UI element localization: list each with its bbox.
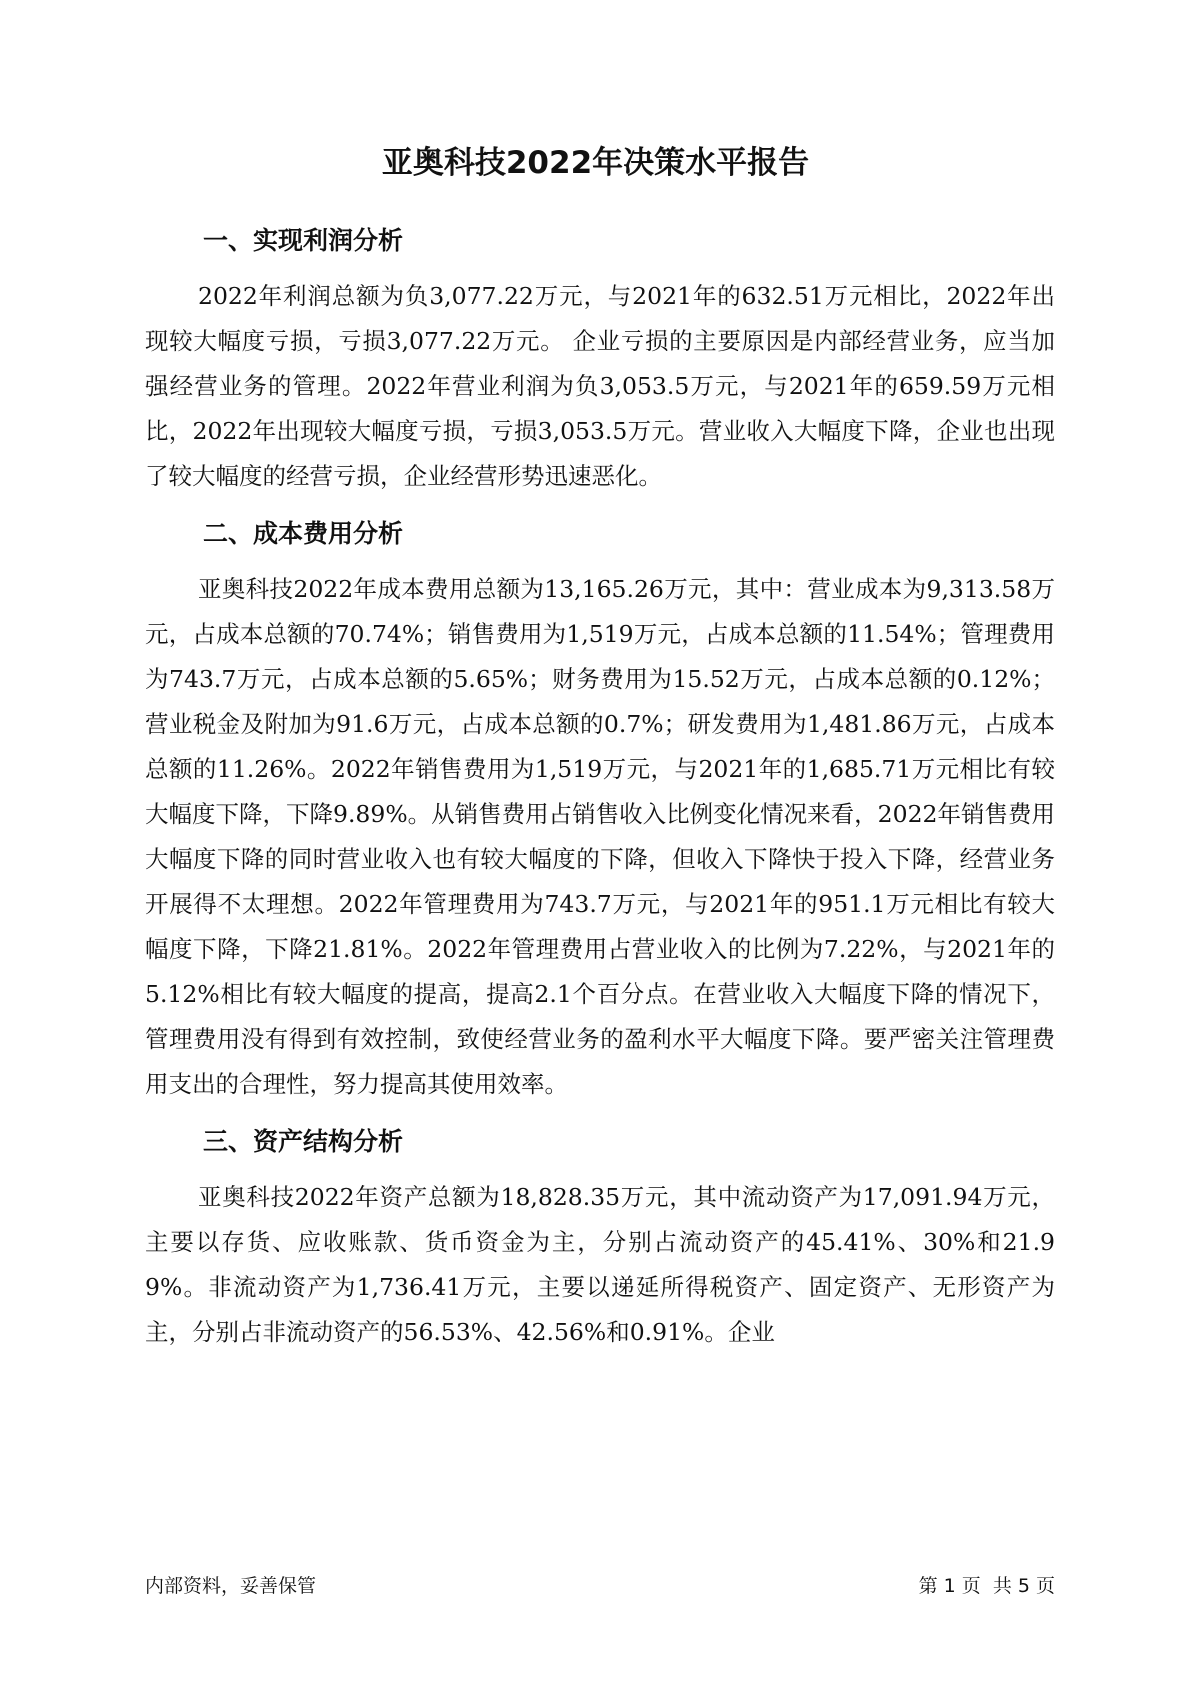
- section-paragraph: 2022年利润总额为负3,077.22万元，与2021年的632.51万元相比，2022年出现较大幅度亏损，亏损3,077.22万元。 企业亏损的主要原因是内部经营业务，应当加强经营业务的管理。2022年营业利润为负3,053.5万元，与2021年的659.59万元相比，2022年出现较大幅度亏损，亏损3,053.5万元。营业收入大幅度下降，企业也出现了较大幅度的经营亏损，企业经营形势迅速恶化。: [145, 282, 1055, 490]
- page-title: 亚奥科技2022年决策水平报告: [381, 145, 810, 181]
- section-cost-analysis: [145, 515, 1055, 1107]
- section-heading: 一、实现利润分析: [203, 226, 404, 255]
- section-heading: 二、成本费用分析: [203, 519, 404, 548]
- section-paragraph: 亚奥科技2022年资产总额为18,828.35万元，其中流动资产为17,091.94万元，主要以存货、应收账款、货币资金为主，分别占流动资产的45.41%、30%和21.99%。非流动资产为1,736.41万元，主要以递延所得税资产、固定资产、无形资产为主，分别占非流动资产的56.53%、42.56%和0.91%。企业: [145, 1183, 1055, 1346]
- document-body: [145, 222, 1055, 1371]
- section-asset-structure: [145, 1123, 1055, 1355]
- section-profit-analysis: [145, 222, 1055, 499]
- section-paragraph: 亚奥科技2022年成本费用总额为13,165.26万元，其中：营业成本为9,313.58万元，占成本总额的70.74%；销售费用为1,519万元，占成本总额的11.54%；管理费用为743.7万元，占成本总额的5.65%；财务费用为15.52万元，占成本总额的0.12%；营业税金及附加为91.6万元，占成本总额的0.7%；研发费用为1,481.86万元，占成本总额的11.26%。2022年销售费用为1,519万元，与2021年的1,685.71万元相比有较大幅度下降，下降9.89%。从销售费用占销售收入比例变化情况来看，2022年销售费用大幅度下降的同时营业收入也有较大幅度的下降，但收入下降快于投入下降，经营业务开展得不太理想。2022年管理费用为743.7万元，与2021年的951.1万元相比有较大幅度下降，下降21.81%。2022年管理费用占营业收入的比例为7.22%，与2021年的5.12%相比有较大幅度的提高，提高2.1个百分点。在营业收入大幅度下降的情况下，管理费用没有得到有效控制，致使经营业务的盈利水平大幅度下降。要严密关注管理费用支出的合理性，努力提高其使用效率。: [145, 575, 1055, 1098]
- footer-page-number: 第 1 页 共 5 页: [918, 1575, 1055, 1597]
- footer-confidential-note: 内部资料，妥善保管: [145, 1575, 317, 1597]
- section-heading: 三、资产结构分析: [203, 1127, 404, 1156]
